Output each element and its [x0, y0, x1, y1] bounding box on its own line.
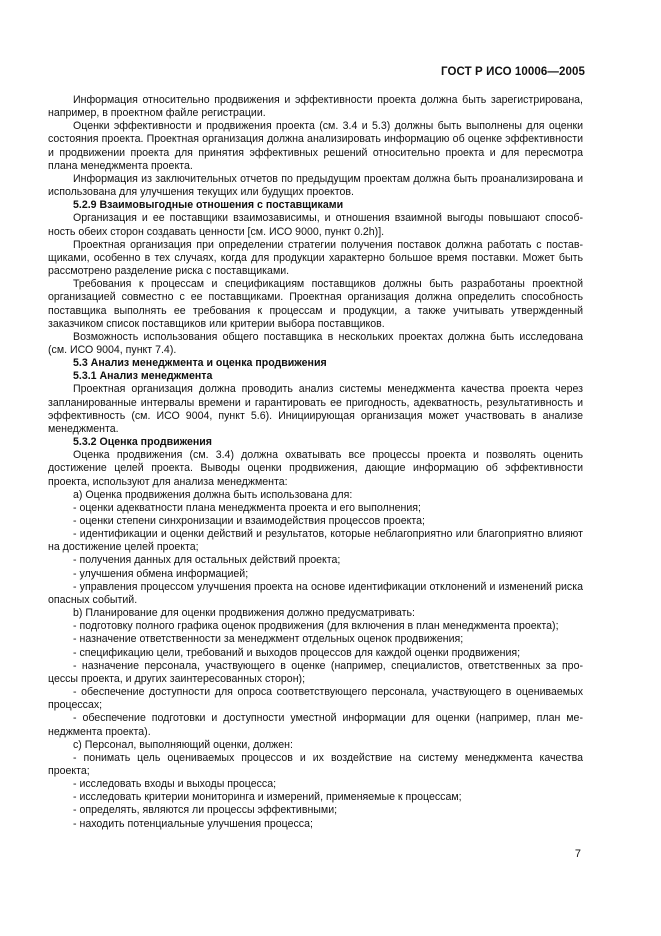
list-item: b) Планирование для оценки продвижения должно предусматривать: [73, 607, 415, 620]
list-item: - получения данных для остальных действий проекта; [73, 554, 341, 567]
list-item: - исследовать входы и выходы процесса; [73, 778, 277, 791]
document-body [48, 94, 583, 831]
list-item: - управления процессом улучшения проекта на основе идентификации отклонений и изменений риска опасных событий. [48, 580, 583, 606]
section-heading: 5.3 Анализ менеджмента и оценка продвижения [73, 357, 327, 370]
paragraph: Проектная организация при определении стратегии получения поставок должна работать с поставщиками, особенно в тех случаях, когда для продукции характерно большое время поставки. Может быть рассмотрено разделение риска с поставщиками. [48, 238, 583, 278]
list-item: c) Персонал, выполняющий оценки, должен: [73, 738, 293, 751]
list-item: - оценки степени синхронизации и взаимодействия процессов проекта; [73, 515, 425, 527]
list-item: - назначение персонала, участвующего в оценке (например, специалистов, ответственных за процессы проекта, и других заинтересованных сторон); [48, 659, 583, 685]
paragraph: Проектная организация должна проводить анализ системы менеджмента качества проекта через запланированные интервалы времени и гарантировать ее пригодность, адекватность, результативность и эффективность (см. ИСО 9004, пункт 5.6). Инициирующая организация может участвовать в анализе менеджмента. [48, 383, 583, 435]
paragraph: Оценки эффективности и продвижения проекта (см. 3.4 и 5.3) должны быть выполнены для оценки состояния проекта. Проектная организация должна анализировать информацию об оценке эффективности и продвижении проекта для принятия эффективных решений относительно проекта и для пересмотра плана менеджмента проекта. [48, 120, 583, 172]
document-header: ГОСТ Р ИСО 10006—2005 [440, 66, 585, 78]
paragraph: Возможность использования общего поставщика в нескольких проектах должна быть исследована (см. ИСО 9004, пункт 7.4). [48, 330, 583, 356]
list-item: - исследовать критерии мониторинга и измерений, применяемые к процессам; [73, 791, 462, 804]
page-number: 7 [574, 848, 581, 860]
list-item: - обеспечение доступности для опроса соответствующего персонала, участвующего в оцениваемых процессах; [48, 686, 583, 712]
section-heading: 5.3.1 Анализ менеджмента [73, 370, 213, 383]
paragraph: Требования к процессам и спецификациям поставщиков должны быть разработаны проектной организацией совместно с ее поставщиками. Проектная организация должна определить способность поставщика выполнять ее требования к процессам и продукции, а также учитывать утвержденный заказчиком список поставщиков или критерии выбора поставщиков. [48, 278, 583, 330]
list-item: - определять, являются ли процессы эффективными; [73, 804, 338, 817]
section-heading: 5.3.2 Оценка продвижения [73, 436, 212, 449]
list-item: - обеспечение подготовки и доступности уместной информации для оценки (например, план менеджмента проекта). [48, 712, 583, 738]
list-item: a) Оценка продвижения должна быть использована для: [73, 488, 353, 501]
list-item: - улучшения обмена информацией; [73, 567, 249, 580]
paragraph: Оценка продвижения (см. 3.4) должна охватывать все процессы проекта и позволять оценить достижение целей проекта. Выводы оценки продвижения, дающие информацию об эффективности проекта, используют для анализа менеджмента: [48, 449, 583, 488]
list-item: - назначение ответственности за менеджмент отдельных оценок продвижения; [73, 633, 464, 646]
paragraph: Информация из заключительных отчетов по предыдущим проектам должна быть проанализирована и использована для улучшения текущих или будущих проектов. [48, 172, 583, 199]
list-item: - спецификацию цели, требований и выходов процессов для каждой оценки продвижения; [73, 646, 521, 659]
list-item: - идентификации и оценки действий и результатов, которые неблагоприятно или благоприятно влияют на достижение целей проекта; [48, 528, 583, 554]
paragraph: Информация относительно продвижения и эффективности проекта должна быть зарегистрирована, например, в проектном файле регистрации. [48, 94, 583, 120]
list-item: - подготовку полного графика оценок продвижения (для включения в план менеджмента проекта); [73, 620, 559, 633]
section-heading: 5.2.9 Взаимовыгодные отношения с поставщиками [73, 199, 344, 212]
list-item: - понимать цель оцениваемых процессов и их воздействие на систему менеджмента качества проекта; [48, 751, 583, 777]
list-item: - оценки адекватности плана менеджмента проекта и его выполнения; [73, 501, 421, 514]
list-item: - находить потенциальные улучшения процесса; [73, 817, 313, 830]
paragraph: Организация и ее поставщики взаимозависимы, и отношения взаимной выгоды повышают способность обеих сторон создавать ценности [см. ИСО 9000, пункт 0.2h)]. [48, 212, 583, 238]
